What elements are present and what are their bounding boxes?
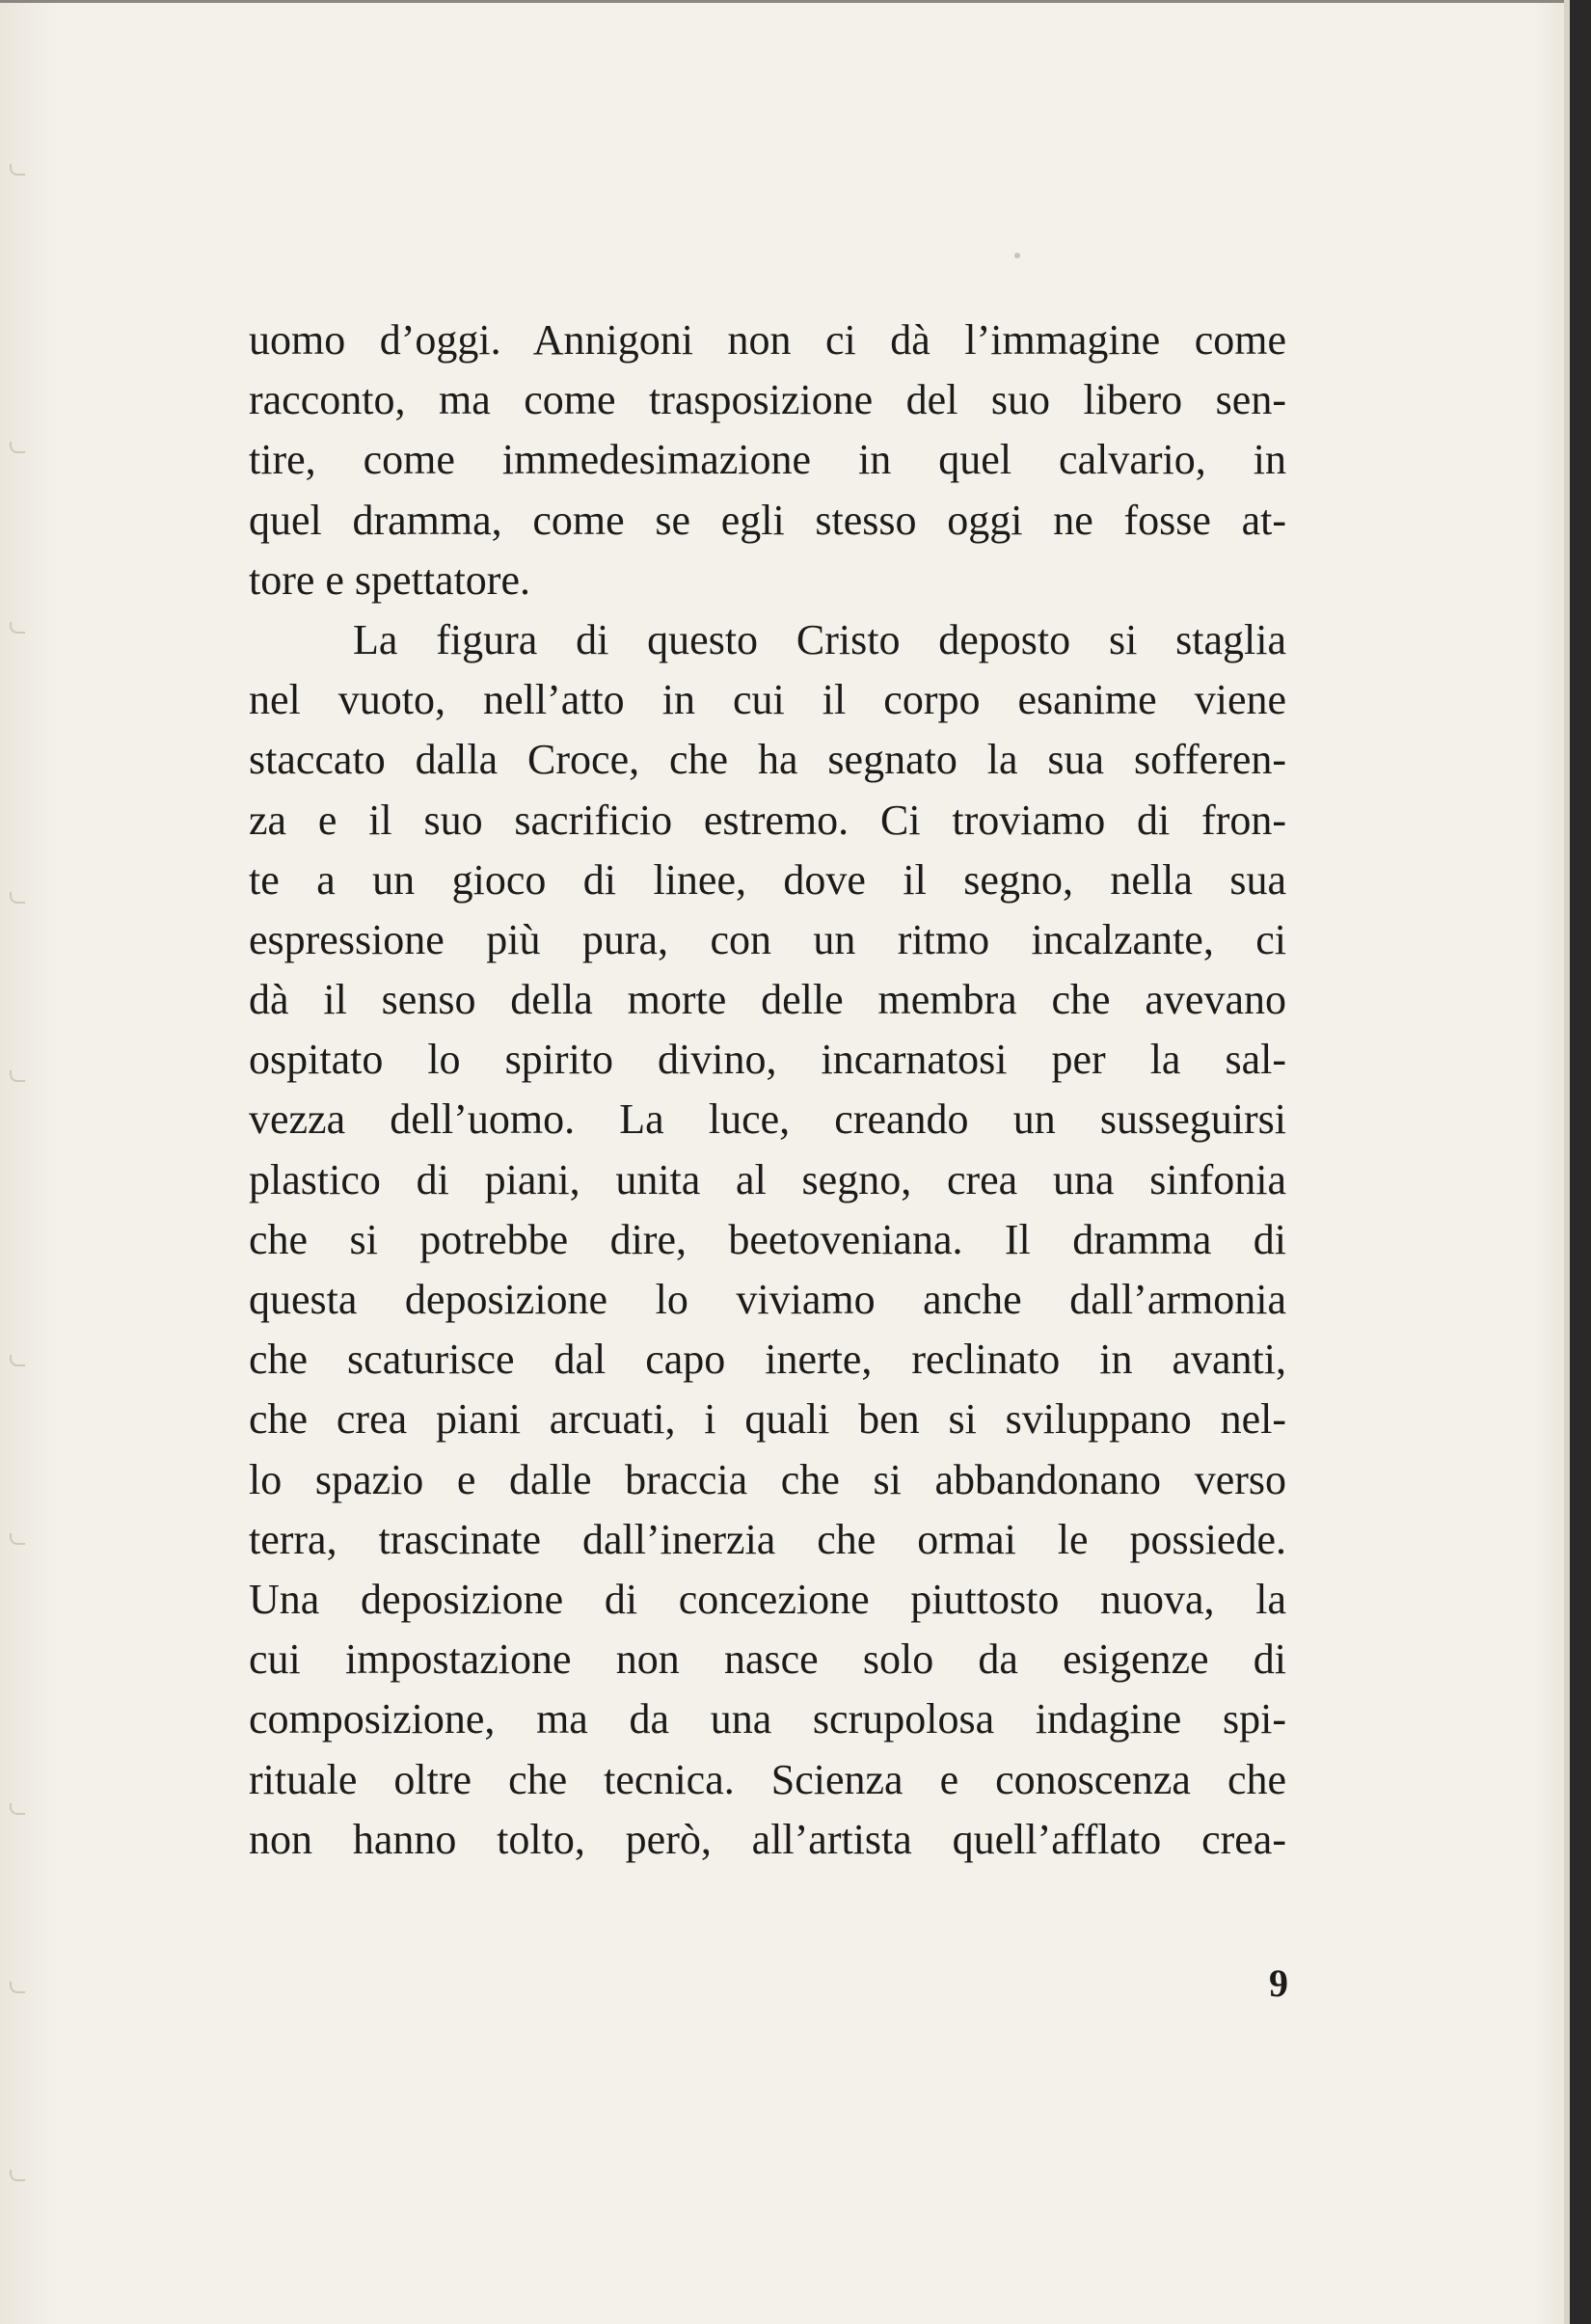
text-line: quel dramma, come se egli stesso oggi ne fosse at- [249,496,1286,544]
text-line: uomo d’oggi. Annigoni non ci dà l’immagine come [249,316,1286,364]
text-line: nel vuoto, nell’atto in cui il corpo esanime viene [249,676,1286,724]
text-line: te a un gioco di linee, dove il segno, nella sua [249,855,1286,904]
binding-stitch-mark [10,1533,25,1545]
text-line: cui impostazione non nasce solo da esigenze di [249,1635,1286,1684]
body-text [249,311,1286,1870]
scan-border [1570,0,1591,2324]
text-line: ospitato lo spirito divino, incarnatosi per la sal- [249,1036,1286,1084]
binding-stitch-mark [10,1070,25,1082]
binding-stitch-mark [10,442,25,453]
text-line: composizione, ma da una scrupolosa indagine spi- [249,1695,1286,1743]
text-line: che si potrebbe dire, beetoveniana. Il dramma di [249,1215,1286,1263]
text-line: tire, come immedesimazione in quel calvario, in [249,436,1286,484]
text-line: espressione più pura, con un ritmo incalzante, ci [249,915,1286,963]
text-line: vezza dell’uomo. La luce, creando un susseguirsi [249,1095,1286,1144]
binding-stitch-mark [10,2170,25,2181]
text-line: questa deposizione lo viviamo anche dall’armonia [249,1276,1286,1323]
text-line: staccato dalla Croce, che ha segnato la sua sofferen- [249,736,1286,784]
binding-stitch-mark [10,1803,25,1815]
text-line: za e il suo sacrificio estremo. Ci troviamo di fron- [249,796,1286,844]
text-line: non hanno tolto, però, all’artista quell’afflato crea- [249,1815,1286,1863]
binding-stitch-mark [10,164,25,176]
text-line: Una deposizione di concezione piuttosto nuova, la [249,1575,1286,1623]
text-line: che scaturisce dal capo inerte, reclinato in avanti, [249,1336,1286,1384]
paper-speck [1014,253,1020,258]
binding-stitch-mark [10,892,25,904]
text-line: tore e spettatore. [249,555,530,604]
page-number: 9 [1269,1961,1288,2005]
binding-stitch-mark [10,1982,25,1993]
text-line: terra, trascinate dall’inerzia che ormai le possiede. [249,1515,1286,1563]
text-line: rituale oltre che tecnica. Scienza e conoscenza che [249,1755,1286,1803]
text-line: racconto, ma come trasposizione del suo libero sen- [249,376,1286,424]
text-line: che crea piani arcuati, i quali ben si sviluppano nel- [249,1395,1286,1444]
text-line: plastico di piani, unita al segno, crea una sinfonia [249,1155,1286,1203]
text-line: La figura di questo Cristo deposto si staglia [353,615,1286,663]
binding-stitch-mark [10,622,25,634]
text-line: dà il senso della morte delle membra che avevano [249,976,1286,1024]
page-top-edge [0,0,1591,3]
text-line: lo spazio e dalle braccia che si abbandonano verso [249,1455,1286,1503]
binding-stitch-mark [10,1355,25,1366]
